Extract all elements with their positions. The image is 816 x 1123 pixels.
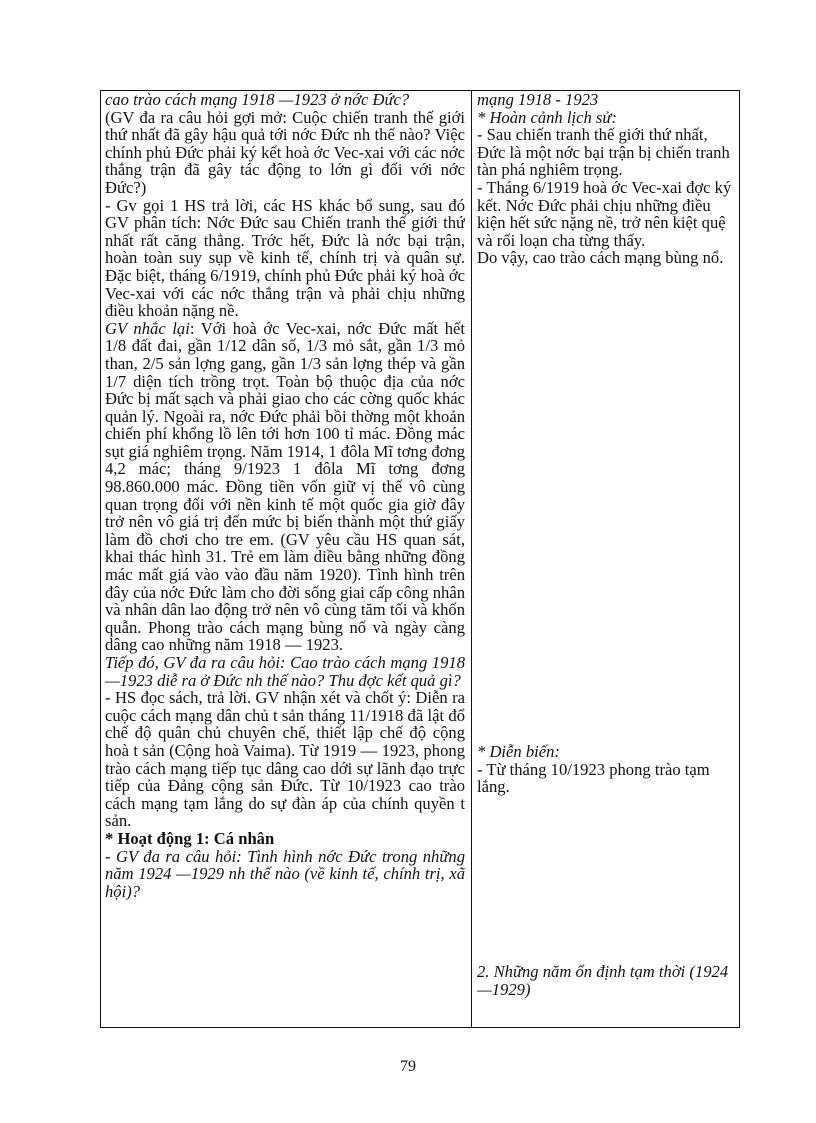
right-context-heading: * Hoàn cảnh lịch sử:: [477, 107, 617, 127]
left-followup-question: Tiếp đó, GV đa ra câu hỏi: Cao trào cách mạng 1918 —1923 diễ ra ở Đức nh thế nào? Thu đợc kết quả gì?: [105, 653, 465, 690]
teacher-activity-column: [105, 91, 465, 900]
content-notes-column: [477, 91, 735, 1029]
right-middle-block: [477, 743, 735, 796]
right-context-point-2: - Tháng 6/1919 hoà ớc Vec-xai đợc ký kết. Nớc Đức phải chịu những điều kiện hết sức nặng nề, trở nên kiệt quệ và rối loạn cha từng thấy.: [477, 177, 732, 250]
right-period-heading: mạng 1918 - 1923: [477, 91, 599, 109]
right-events-heading: * Diễn biến:: [477, 742, 560, 761]
right-events-point: - Từ tháng 10/1923 phong trào tạm lắng.: [477, 759, 710, 797]
left-guiding-question: (GV đa ra câu hỏi gợi mở: Cuộc chiến tranh thế giới thứ nhất đã gây hậu quả tới nớc Đức nh thế nào? Việc chính phủ Đức phải ký kết hoà ớc Vec-xai với các nớc thắng trận đã gây tác động to lớn gì đối với nớc Đức?): [105, 107, 465, 197]
right-top-block: [477, 91, 735, 267]
left-recap-lead: GV nhắc lại: [105, 318, 190, 338]
page-number: 79: [400, 1058, 416, 1075]
left-answer-summary: - HS đọc sách, trả lời. GV nhận xét và chốt ý: Diễn ra cuộc cách mạng dân chủ t sản tháng 11/1918 đã lật đổ chế độ quân chủ chuyên chế, thiết lập chế độ cộng hoà t sản (Cộng hoà Vaima). Từ 1919 — 1923, phong trào cách mạng tiếp tục dâng cao dới sự lãnh đạo trực tiếp của Đảng cộng sản Đức. Từ 10/1923 cao trào cách mạng tạm lắng do sự đàn áp của chính quyền t sản.: [105, 688, 465, 831]
column-divider: [471, 91, 472, 1027]
left-recap-body: : Với hoà ớc Vec-xai, nớc Đức mất hết 1/8 đất đai, gần 1/12 dân số, 1/3 mỏ sắt, gần 1/3 mỏ than, 2/5 sản lợng gang, gần 1/3 sản lợng thép và gần 1/7 diện tích trồng trọt. Toàn bộ thuộc địa của nớc Đức bị mất sạch và phải giao cho các cờng quốc khác quản lý. Ngoài ra, nớc Đức phải bồi thờng một khoản chiến phí khổng lồ lên tới hơn 100 tỉ mác. Đồng mác sụt giá nghiêm trọng. Năm 1914, 1 đôla Mĩ tơng đơng 4,2 mác; tháng 9/1923 1 đôla Mĩ tơng đơng 98.860.000 mác. Đồng tiền vốn giữ vị thế vô cùng quan trọng đối với nền kinh tế một quốc gia giờ đây trở nên vô giá trị đến mức bị biến thành một thứ giấy làm đồ chơi cho tre em. (GV yêu cầu HS quan sát, khai thác hình 31. Trẻ em làm diều bằng những đồng mác mất giá vào vào đầu năm 1920). Tình hình trên đây của nớc Đức làm cho đời sống giai cấp công nhân và nhân dân lao động trở nên vô cùng tăm tối và khốn quẫn. Phong trào cách mạng bùng nổ và ngày càng dâng cao những năm 1918 — 1923.: [105, 318, 465, 655]
right-context-conclusion: Do vậy, cao trào cách mạng bùng nổ.: [477, 248, 724, 268]
left-question-heading: cao trào cách mạng 1918 —1923 ở nớc Đức?: [105, 91, 410, 109]
right-context-point-1: - Sau chiến tranh thế giới thứ nhất, Đức là một nớc bại trận bị chiến tranh tàn phá nghiêm trọng.: [477, 125, 730, 180]
right-bottom-block: [477, 963, 735, 998]
left-analysis-paragraph: - Gv gọi 1 HS trả lời, các HS khác bổ sung, sau đó GV phân tích: Nớc Đức sau Chiến tranh thế giới thứ nhất rất căng thẳng. Trớc hết, Đức là nớc bại trận, hoàn toàn suy sụp về kinh tế, chính trị và quân sự. Đặc biệt, tháng 6/1919, chính phủ Đức phải ký hoà ớc Vec-xai với các nớc thắng trận và phải chịu những điều khoản nặng nề.: [105, 195, 465, 321]
right-section-heading: 2. Những năm ổn định tạm thời (1924 —1929): [477, 962, 729, 999]
left-recap-paragraph: [105, 320, 465, 654]
lesson-table: [100, 90, 740, 1028]
left-final-question: - GV đa ra câu hỏi: Tình hình nớc Đức trong những năm 1924 —1929 nh thế nào (về kinh tế, chính trị, xã hội)?: [105, 846, 465, 901]
activity-heading: * Hoạt động 1: Cá nhân: [105, 828, 275, 848]
